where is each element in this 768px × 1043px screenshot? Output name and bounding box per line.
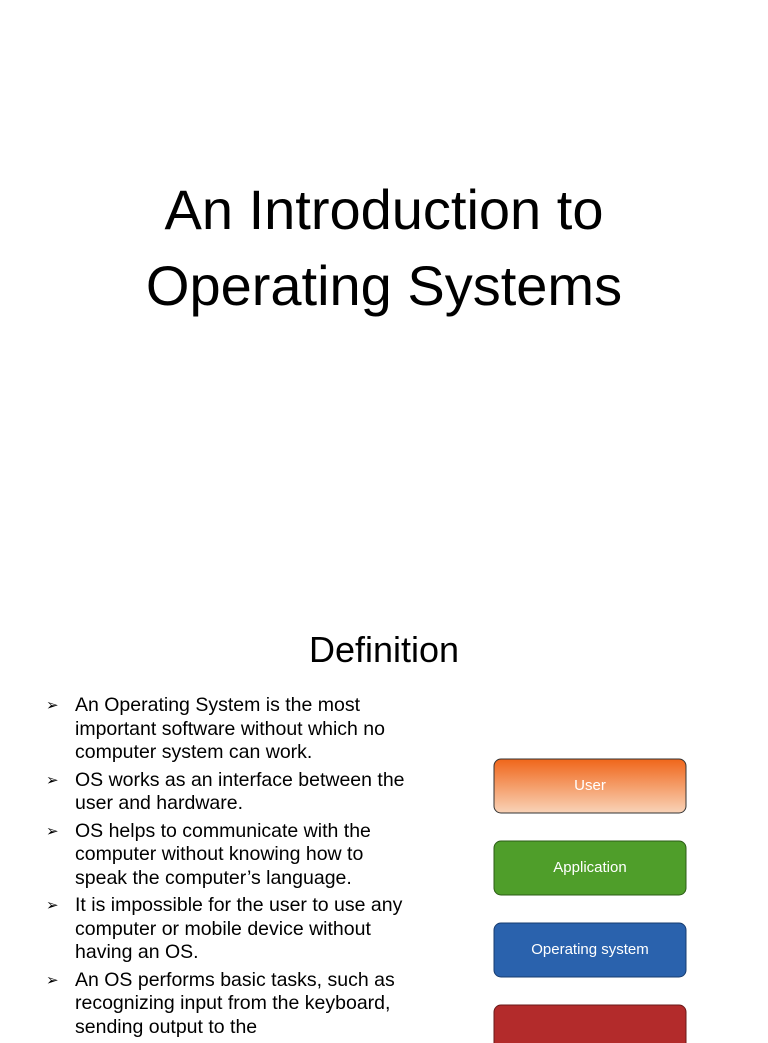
arrow-bullet-icon: ➢: [46, 896, 59, 914]
bullet-text: An OS performs basic tasks, such as recognizing input from the keyboard, sending output to the: [75, 968, 395, 1038]
bullet-item: [44, 894, 414, 965]
bullet-text: OS helps to communicate with the computer without knowing how to speak the computer’s language.: [75, 819, 371, 889]
title-line-2: Operating Systems: [145, 254, 623, 317]
bullet-list: [44, 694, 414, 1043]
layer-hardware: [494, 1005, 686, 1043]
layer-user-label: User: [574, 777, 606, 794]
bullet-item: [44, 694, 414, 765]
arrow-bullet-icon: ➢: [46, 696, 59, 714]
bullet-item: [44, 969, 414, 1040]
layer-application-label: Application: [553, 859, 627, 876]
bullet-item: [44, 820, 414, 891]
bullet-text: An Operating System is the most important software without which no computer system can work.: [75, 694, 385, 763]
presentation-title: [0, 172, 768, 324]
arrow-bullet-icon: ➢: [46, 970, 59, 989]
arrow-bullet-icon: ➢: [46, 821, 59, 840]
definition-slide: [0, 576, 768, 1038]
arrow-bullet-icon: ➢: [46, 770, 59, 789]
bullet-text: It is impossible for the user to use any computer or mobile device without having an OS.: [75, 894, 403, 963]
slide-title: Definition: [308, 629, 460, 670]
bullet-item: [44, 769, 414, 816]
layer-operating-system-label: Operating system: [531, 941, 649, 958]
os-layer-diagram: [490, 756, 690, 1036]
title-line-1: An Introduction to: [164, 178, 604, 241]
bullet-text: OS works as an interface between the user and hardware.: [75, 768, 405, 814]
